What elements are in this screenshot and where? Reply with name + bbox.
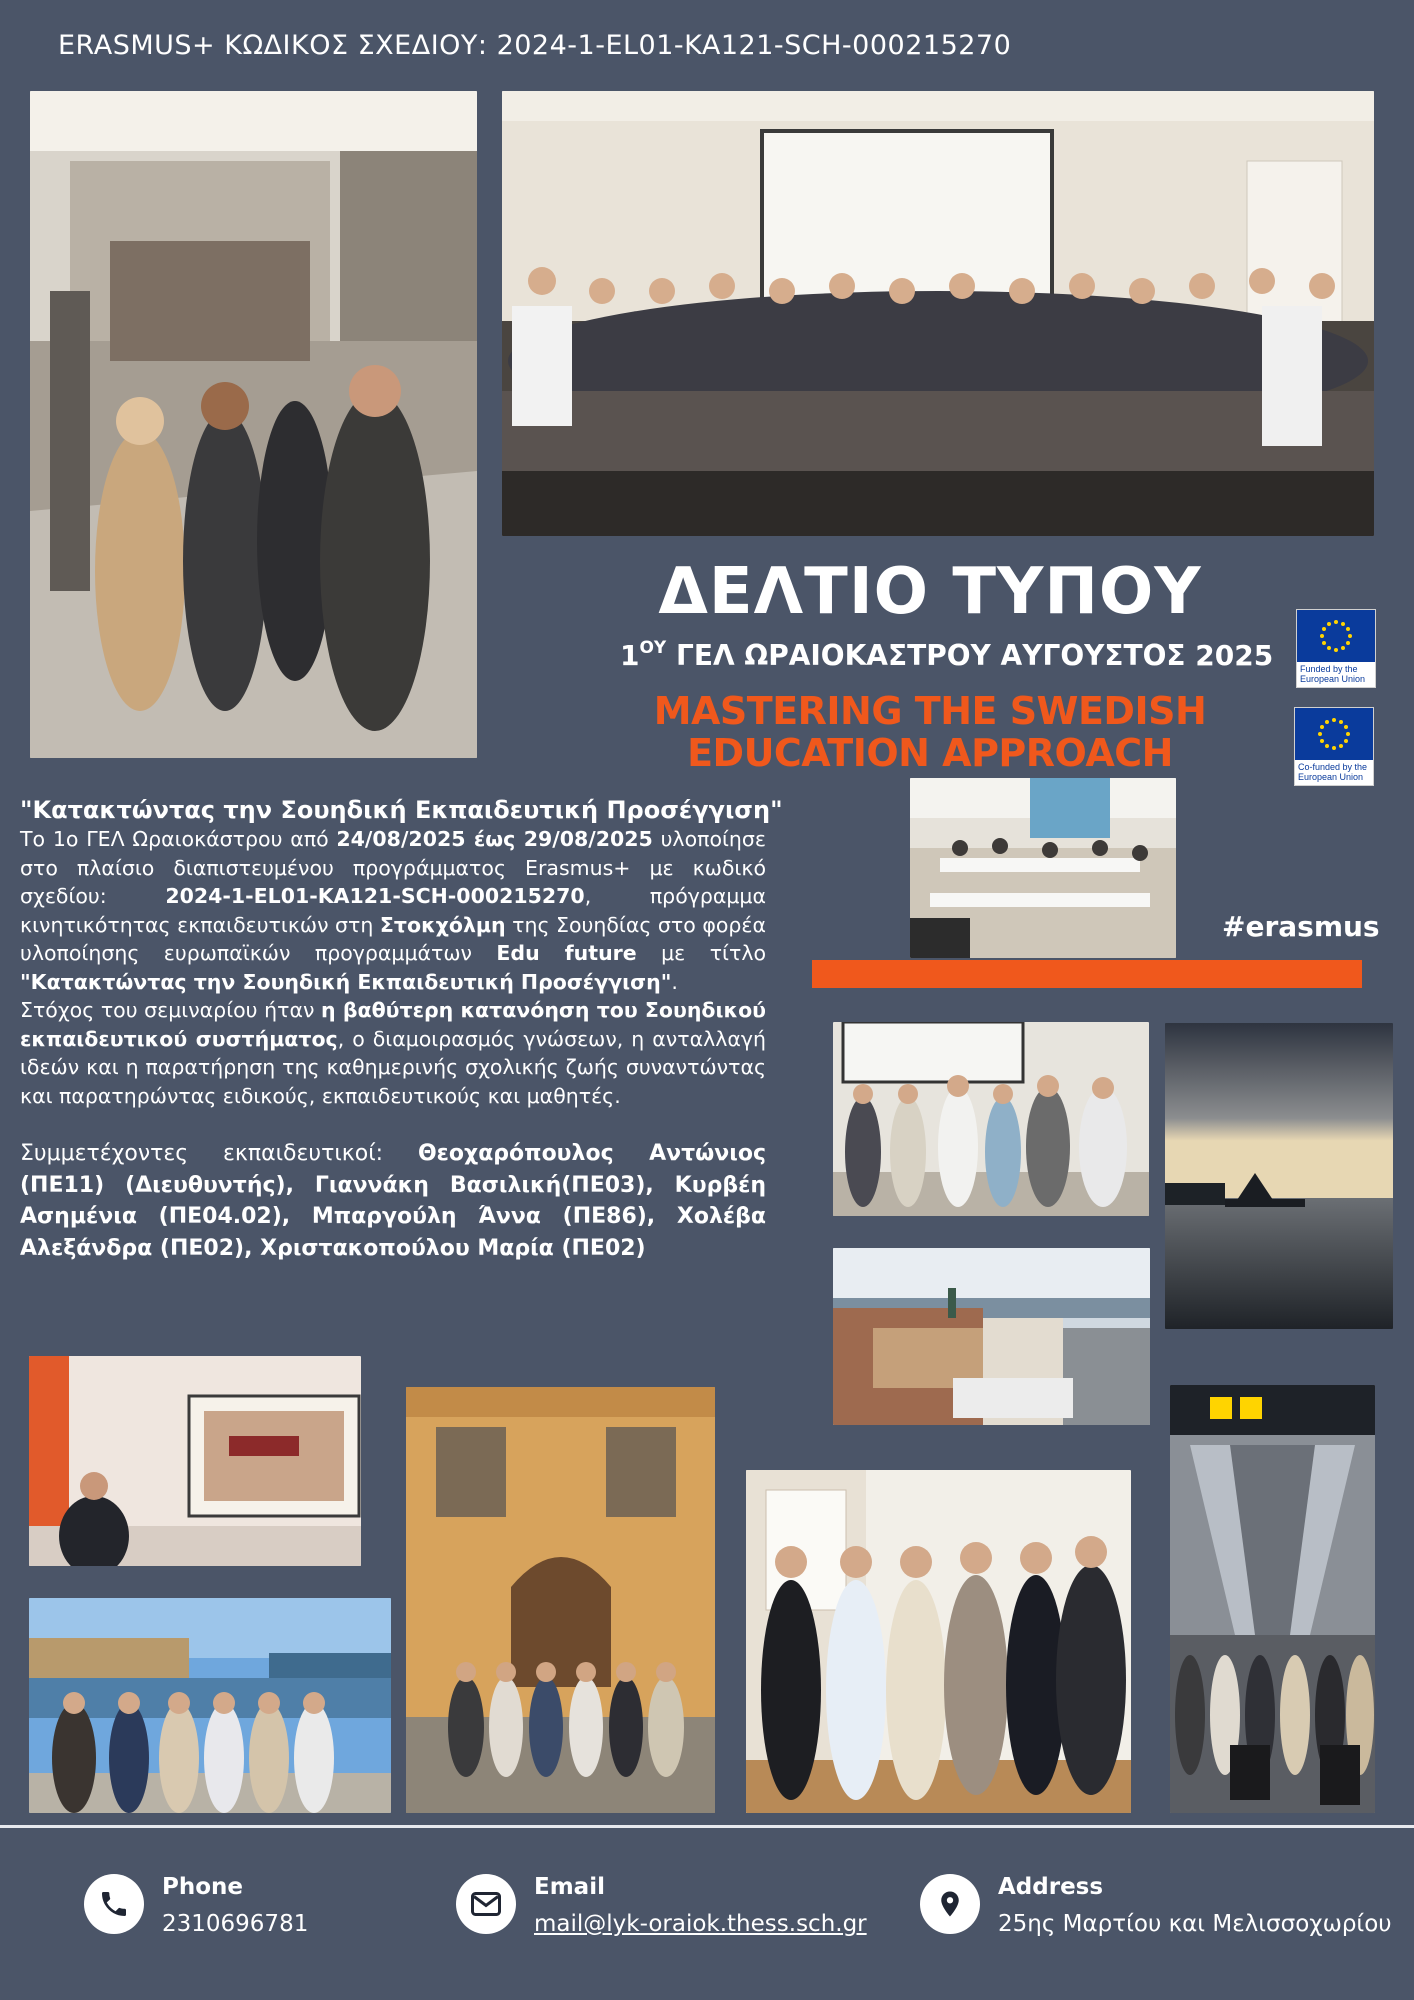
title-block [620, 555, 1274, 775]
article-body [20, 795, 783, 1264]
hashtag-erasmus: #erasmus [1222, 910, 1380, 943]
article-paragraph-1 [20, 825, 766, 996]
photo-presentation-room [29, 1356, 361, 1566]
article-quote-title: "Κατακτώντας την Σουηδική Εκπαιδευτική Προσέγγιση" [20, 796, 783, 824]
press-release-title: ΔΕΛΤΙΟ ΤΥΠΟΥ [658, 555, 1202, 629]
eu-flag-icon [1297, 610, 1375, 662]
photo-harbor-sunset [1165, 1023, 1393, 1329]
participants-label: Συμμετέχοντες εκπαιδευτικοί: [20, 1141, 418, 1166]
p2-text: , ο διαμοιρασμός γνώσεων, η ανταλλαγή ιδεών και η παρατήρηση της καθημερινής σχολικής ζωής συναντώντας και παρατηρώντας ειδικούς, εκπαιδευτικούς και μαθητές. [20, 1026, 766, 1108]
participants-paragraph [20, 1138, 766, 1264]
photo-group-certificates-small [833, 1022, 1149, 1216]
p1-city: Στοκχόλμη [379, 912, 506, 937]
funded-by-eu-badge [1296, 609, 1376, 688]
photo-group-with-certificates [502, 91, 1374, 536]
photo-stockholm-rooftops [833, 1248, 1150, 1425]
cofunded-by-eu-badge [1294, 707, 1374, 786]
p1-text: της Σουηδίας στο φορέα υλοποίησης ευρωπαϊκών προγραμμάτων [20, 912, 766, 965]
funded-caption-line2: European Union [1300, 674, 1366, 684]
phone-label: Phone [162, 1874, 244, 1900]
school-prefix: 1 [620, 639, 640, 672]
program-title-line2: EDUCATION APPROACH [687, 731, 1173, 775]
photo-group-indoors [746, 1470, 1131, 1813]
email-label: Email [534, 1874, 605, 1900]
p1-text: . [671, 969, 678, 994]
address-value: 25ης Μαρτίου και Μελισσοχωρίου [998, 1911, 1392, 1937]
program-title-line1: MASTERING THE SWEDISH [653, 689, 1207, 733]
p1-text: υλοποίησε στο πλαίσιο διαπιστευμένου προγράμματος Erasmus+ με κωδικό σχεδίου: [20, 827, 766, 908]
location-pin-icon [920, 1874, 980, 1934]
eu-flag-icon [1295, 708, 1373, 760]
funded-caption-line1: Funded by the [1300, 664, 1358, 674]
cofunded-caption-line1: Co-funded by the [1298, 762, 1368, 772]
school-date-line [620, 630, 1274, 674]
footer-divider [0, 1825, 1414, 1828]
orange-accent-bar [812, 960, 1362, 988]
email-icon [456, 1874, 516, 1934]
photo-railway-station [1170, 1385, 1375, 1813]
phone-value[interactable]: 2310696781 [162, 1911, 309, 1937]
school-rest: ΓΕΛ ΩΡΑΙΟΚΑΣΤΡΟΥ ΑΥΓΟΥΣΤΟΣ 2025 [666, 639, 1274, 672]
email-link[interactable]: mail@lyk-oraiok.thess.sch.gr [534, 1911, 867, 1937]
p1-text: , πρόγραμμα κινητικότητας εκπαιδευτικών στη [20, 884, 766, 937]
school-superscript: ΟΥ [639, 638, 667, 658]
participants-names: Θεοχαρόπουλος Αντώνιος (ΠΕ11) (Διευθυντής), Γιαννάκη Βασιλική(ΠΕ03), Κυρβέη Ασημένια (ΠΕ04.02), Μπαργούλη Άννα (ΠΕ86), Χολέβα Αλεξάνδρα (ΠΕ02), Χριστακοπούλου Μαρία (ΠΕ02) [20, 1141, 767, 1261]
p1-course-title: "Κατακτώντας την Σουηδική Εκπαιδευτική Προσέγγιση" [20, 969, 672, 994]
photo-group-at-building [406, 1387, 715, 1813]
p1-organization: Edu future [496, 941, 637, 965]
p1-text: με τίτλο [636, 941, 766, 965]
p2-text: Στόχος του σεμιναρίου ήταν [20, 998, 322, 1022]
project-code-header: ERASMUS+ ΚΩΔΙΚΟΣ ΣΧΕΔΙΟΥ: 2024-1-EL01-KA121-SCH-000215270 [58, 30, 1012, 61]
cofunded-caption-line2: European Union [1298, 772, 1364, 782]
phone-icon [84, 1874, 144, 1934]
p1-dates: 24/08/2025 έως 29/08/2025 [336, 827, 653, 851]
funded-by-eu-caption [1297, 662, 1375, 687]
p2-goal: η βαθύτερη κατανόηση του Σουηδικού εκπαιδευτικού συστήματος [20, 998, 766, 1051]
p1-text: Το 1ο ΓΕΛ Ωραιοκάστρου από [20, 827, 337, 851]
program-title [620, 690, 1240, 774]
photo-classroom [910, 778, 1176, 958]
article-paragraph-2 [20, 996, 766, 1110]
photo-group-on-stairs [30, 91, 477, 758]
address-label: Address [998, 1874, 1104, 1900]
cofunded-by-eu-caption [1295, 760, 1373, 785]
p1-project-code: 2024-1-EL01-KA121-SCH-000215270 [165, 884, 585, 908]
photo-group-waterfront [29, 1598, 391, 1813]
